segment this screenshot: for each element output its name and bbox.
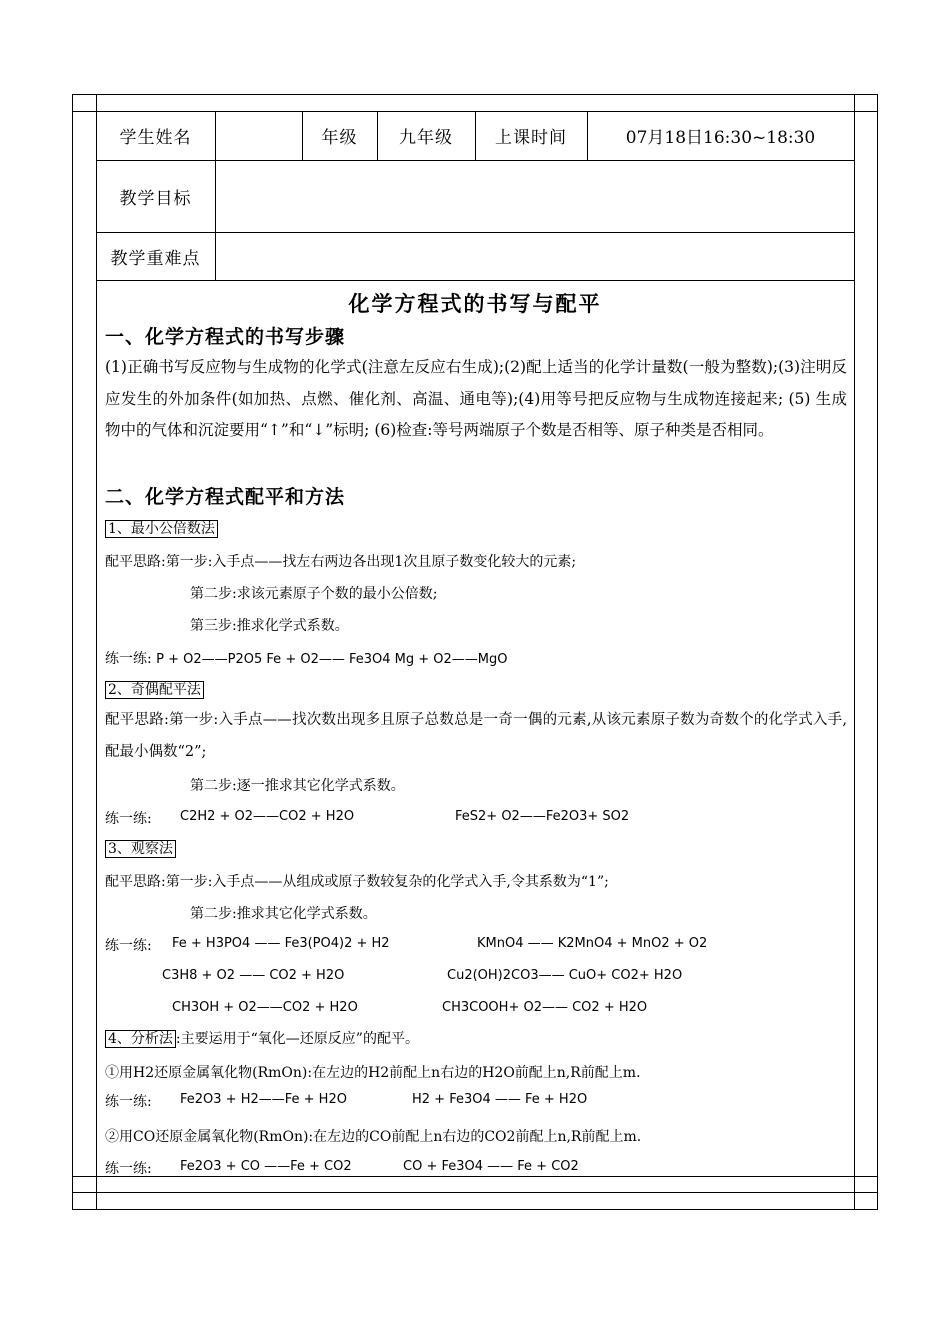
key-points-value[interactable]: [215, 232, 854, 280]
class-time-label: 上课时间: [495, 128, 567, 148]
method3-practice-1a: Fe + H3PO4 —— Fe3(PO4)2 + H2: [172, 936, 390, 951]
method3-practice-2b: Cu2(OH)2CO3—— CuO+ CO2+ H2O: [447, 968, 683, 983]
section2-heading: 二、化学方程式配平和方法: [105, 486, 346, 508]
method4-description: :主要运用于“氧化—还原反应”的配平。: [175, 1031, 419, 1047]
method3-title-box: 3、观察法: [105, 840, 176, 858]
grade-label: 年级: [321, 128, 358, 148]
method4-co-rule: ②用CO还原金属氧化物(RmOn):在左边的CO前配上n右边的CO2前配上n,R前配上m.: [105, 1129, 642, 1145]
method1-title: [105, 518, 218, 538]
method3-practice-2a: C3H8 + O2 —— CO2 + H2O: [162, 968, 345, 983]
student-name-label: 学生姓名: [119, 128, 192, 148]
method4-co-practice-b: CO + Fe3O4 —— Fe + CO2: [403, 1159, 579, 1174]
method2-title-box: 2、奇偶配平法: [105, 681, 204, 699]
method3-title: [105, 838, 176, 858]
student-name-value[interactable]: [215, 111, 302, 160]
practice-label: 练一练:: [105, 651, 152, 667]
method4-co-practice-a: Fe2O3 + CO ——Fe + CO2: [180, 1159, 352, 1174]
rule-right-margin: [854, 94, 855, 1210]
method1-step2: 第二步:求该元素原子个数的最小公倍数;: [190, 586, 438, 602]
rule-bottom-inner-2: [72, 1192, 878, 1193]
method2-practice-label: 练一练:: [105, 811, 152, 827]
method2-practice-b: FeS2+ O2——Fe2O3+ SO2: [455, 809, 630, 824]
method3-practice-3a: CH3OH + O2——CO2 + H2O: [172, 1000, 358, 1015]
method2-step2: 第二步:逐一推求其它化学式系数。: [190, 778, 405, 794]
method4-h2-practice-b: H2 + Fe3O4 —— Fe + H2O: [412, 1092, 588, 1107]
section1-heading: 一、化学方程式的书写步骤: [105, 326, 346, 348]
method4-h2-practice-a: Fe2O3 + H2——Fe + H2O: [180, 1092, 347, 1107]
key-points-label: 教学重难点: [110, 248, 201, 269]
method2-practice-a: C2H2 + O2——CO2 + H2O: [180, 809, 355, 824]
teaching-goal-value[interactable]: [215, 160, 854, 232]
class-time-value: 07月18日16:30~18:30: [625, 128, 816, 148]
method4-title-box: 4、分析法: [105, 1030, 176, 1048]
method2-title: [105, 679, 204, 699]
method2-step1: 配平思路:第一步:入手点——找次数出现多且原子总数总是一奇一偶的元素,从该元素原子数为奇数个的化学式入手,配最小偶数“2”;: [105, 712, 847, 760]
teaching-goal-label: 教学目标: [119, 188, 192, 209]
method3-step2: 第二步:推求其它化学式系数。: [190, 906, 377, 922]
method1-practice-equations: P + O2——P2O5 Fe + O2—— Fe3O4 Mg + O2——MgO: [156, 652, 508, 667]
method1-title-box: 1、最小公倍数法: [105, 520, 218, 538]
method3-practice-3b: CH3COOH+ O2—— CO2 + H2O: [442, 1000, 648, 1015]
method1-practice: [105, 648, 507, 668]
rule-bottom-inner-1: [72, 1176, 878, 1177]
method1-step1: 配平思路:第一步:入手点——找左右两边各出现1次且原子数变化较大的元素;: [105, 554, 577, 570]
method1-step3: 第三步:推求化学式系数。: [190, 618, 349, 634]
method3-step1: 配平思路:第一步:入手点——从组成或原子数较复杂的化学式入手,令其系数为“1”;: [105, 874, 609, 890]
section1-text: (1)正确书写反应物与生成物的化学式(注意左反应右生成);(2)配上适当的化学计量数(一般为整数);(3)注明反应发生的外加条件(如加热、点燃、催化剂、高温、通电等);(4)用等号把反应物与生成物连接起来; (5) 生成物中的气体和沉淀要用“↑”和“↓”标明; (6)检查:等号两端原子个数是否相等、原子种类是否相同。: [105, 358, 847, 439]
method3-practice-label: 练一练:: [105, 938, 152, 954]
method4-co-practice-label: 练一练:: [105, 1161, 152, 1177]
method4-h2-rule: ①用H2还原金属氧化物(RmOn):在左边的H2前配上n右边的H2O前配上n,R前配上m.: [105, 1065, 641, 1081]
method3-practice-1b: KMnO4 —— K2MnO4 + MnO2 + O2: [477, 936, 708, 951]
method4-h2-practice-label: 练一练:: [105, 1094, 152, 1110]
method4-title: [105, 1028, 419, 1048]
rule-keypoint-bottom: [96, 280, 854, 281]
grade-value: 九年级: [399, 128, 453, 148]
page-title: 化学方程式的书写与配平: [348, 291, 602, 316]
